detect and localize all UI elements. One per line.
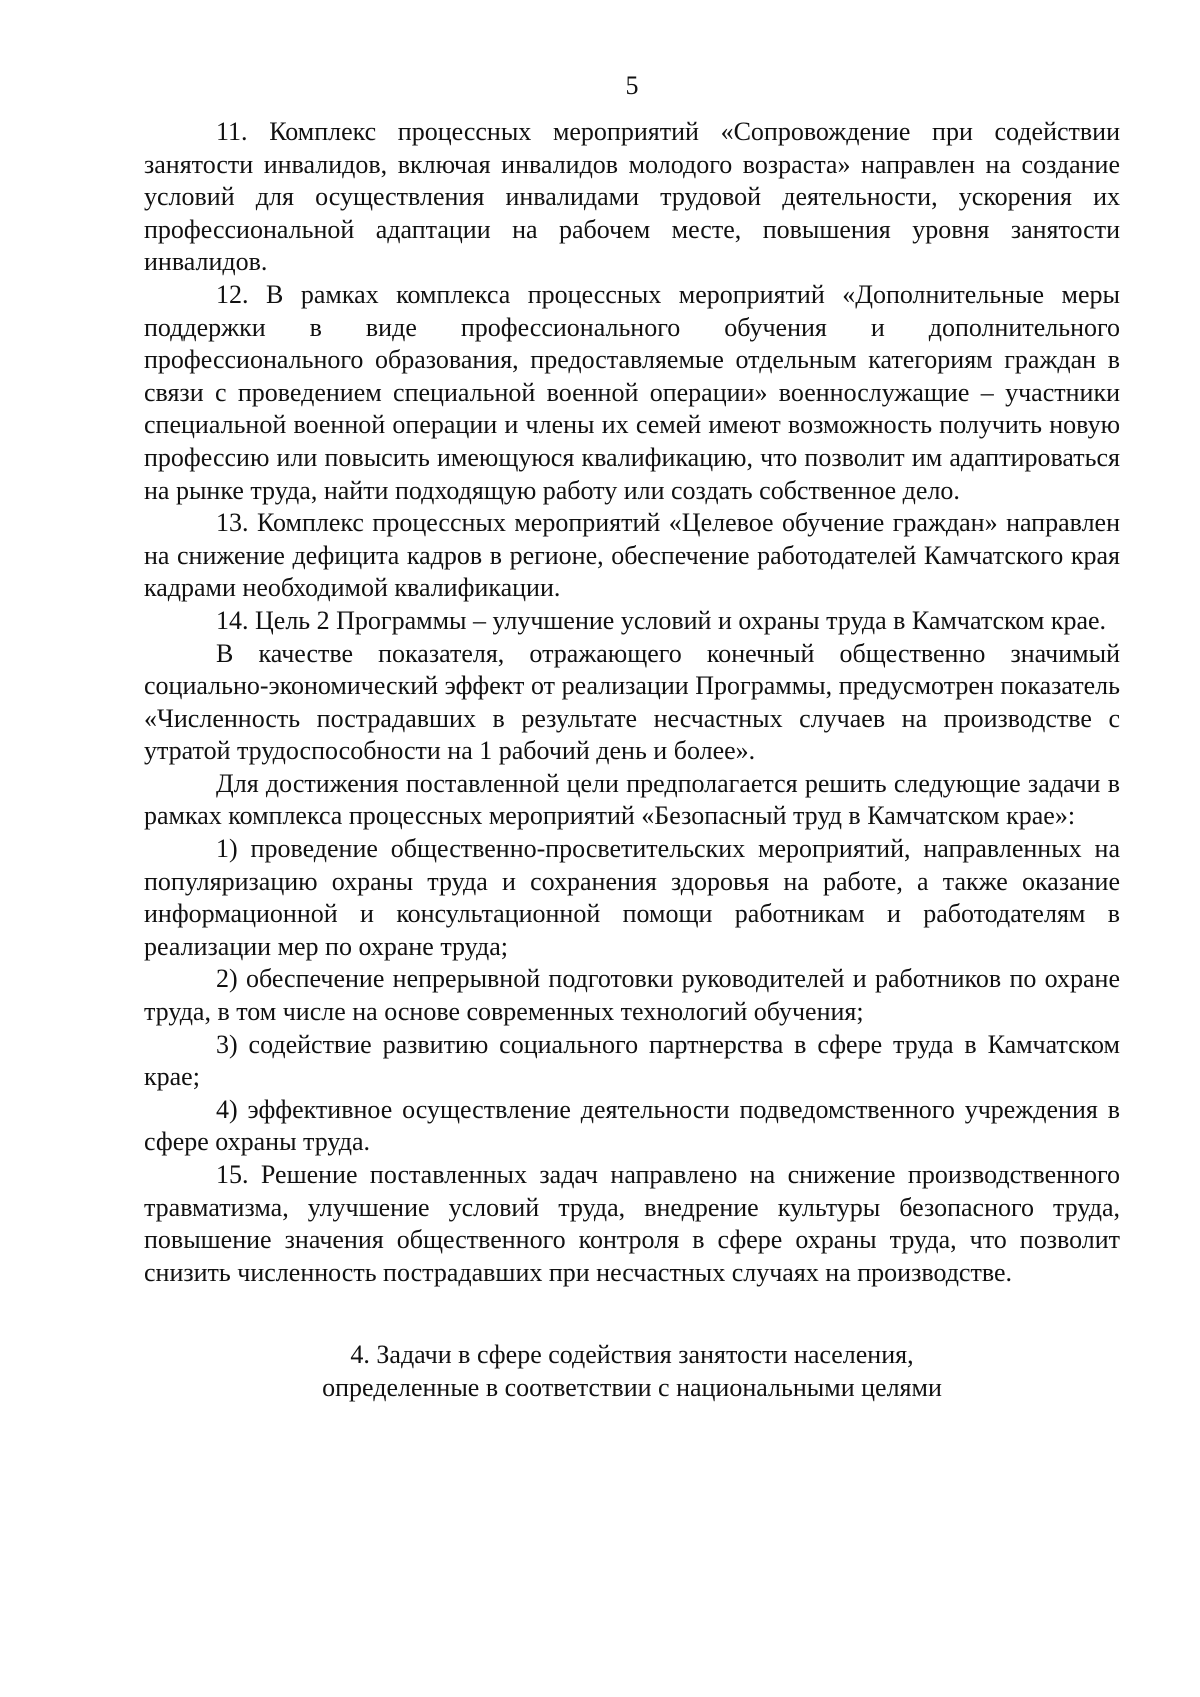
paragraph-tasks-intro: Для достижения поставленной цели предполагается решить следующие задачи в рамках комплекса процессных мероприятий «Безопасный труд в Камчатском крае»: (144, 768, 1120, 831)
paragraph-13: 13. Комплекс процессных мероприятий «Целевое обучение граждан» направлен на снижение дефицита кадров в регионе, обеспечение работодателей Камчатского края кадрами необходимой квалификации. (144, 508, 1120, 603)
paragraph-12: 12. В рамках комплекса процессных мероприятий «Дополнительные меры поддержки в виде профессионального обучения и дополнительного профессионального образования, предоставляемые отдельным категориям граждан в связи с проведением специальной военной операции» военнослужащие – участники специальной военной операции и члены их семей имеют возможность получить новую профессию или повысить имеющуюся квалификацию, что позволит им адаптироваться на рынке труда, найти подходящую работу или создать собственное дело. (144, 279, 1120, 505)
paragraph-14: 14. Цель 2 Программы – улучшение условий и охраны труда в Камчатском крае. (216, 605, 1107, 635)
section-heading (144, 1339, 1120, 1404)
paragraph-11: 11. Комплекс процессных мероприятий «Сопровождение при содействии занятости инвалидов, включая инвалидов молодого возраста» направлен на создание условий для осуществления инвалидами трудовой деятельности, ускорения их профессиональной адаптации на рабочем месте, повышения уровня занятости инвалидов. (144, 117, 1120, 277)
paragraph-indicator: В качестве показателя, отражающего конечный общественно значимый социально-экономический эффект от реализации Программы, предусмотрен показатель «Численность пострадавших в результате несчастных случаев на производстве с утратой трудоспособности на 1 рабочий день и более». (144, 638, 1120, 766)
list-item-2: 2) обеспечение непрерывной подготовки руководителей и работников по охране труда, в том числе на основе современных технологий обучения; (144, 964, 1120, 1027)
list-item-1: 1) проведение общественно-просветительских мероприятий, направленных на популяризацию охраны труда и сохранения здоровья на работе, а также оказание информационной и консультационной помощи работникам и работодателям в реализации мер по охране труда; (144, 834, 1120, 961)
paragraph-15: 15. Решение поставленных задач направлено на снижение производственного травматизма, улучшение условий труда, внедрение культуры безопасного труда, повышение значения общественного контроля в сфере охраны труда, что позволит снизить численность пострадавших при несчастных случаях на производстве. (144, 1160, 1120, 1287)
section-heading-line-1: 4. Задачи в сфере содействия занятости населения, (350, 1340, 914, 1370)
list-item-4: 4) эффективное осуществление деятельности подведомственного учреждения в сфере охраны труда. (144, 1094, 1120, 1157)
section-heading-line-2: определенные в соответствии с национальными целями (322, 1372, 942, 1402)
document-page (144, 70, 1120, 1405)
page-number: 5 (625, 71, 639, 100)
list-item-3: 3) содействие развитию социального партнерства в сфере труда в Камчатском крае; (144, 1029, 1120, 1092)
